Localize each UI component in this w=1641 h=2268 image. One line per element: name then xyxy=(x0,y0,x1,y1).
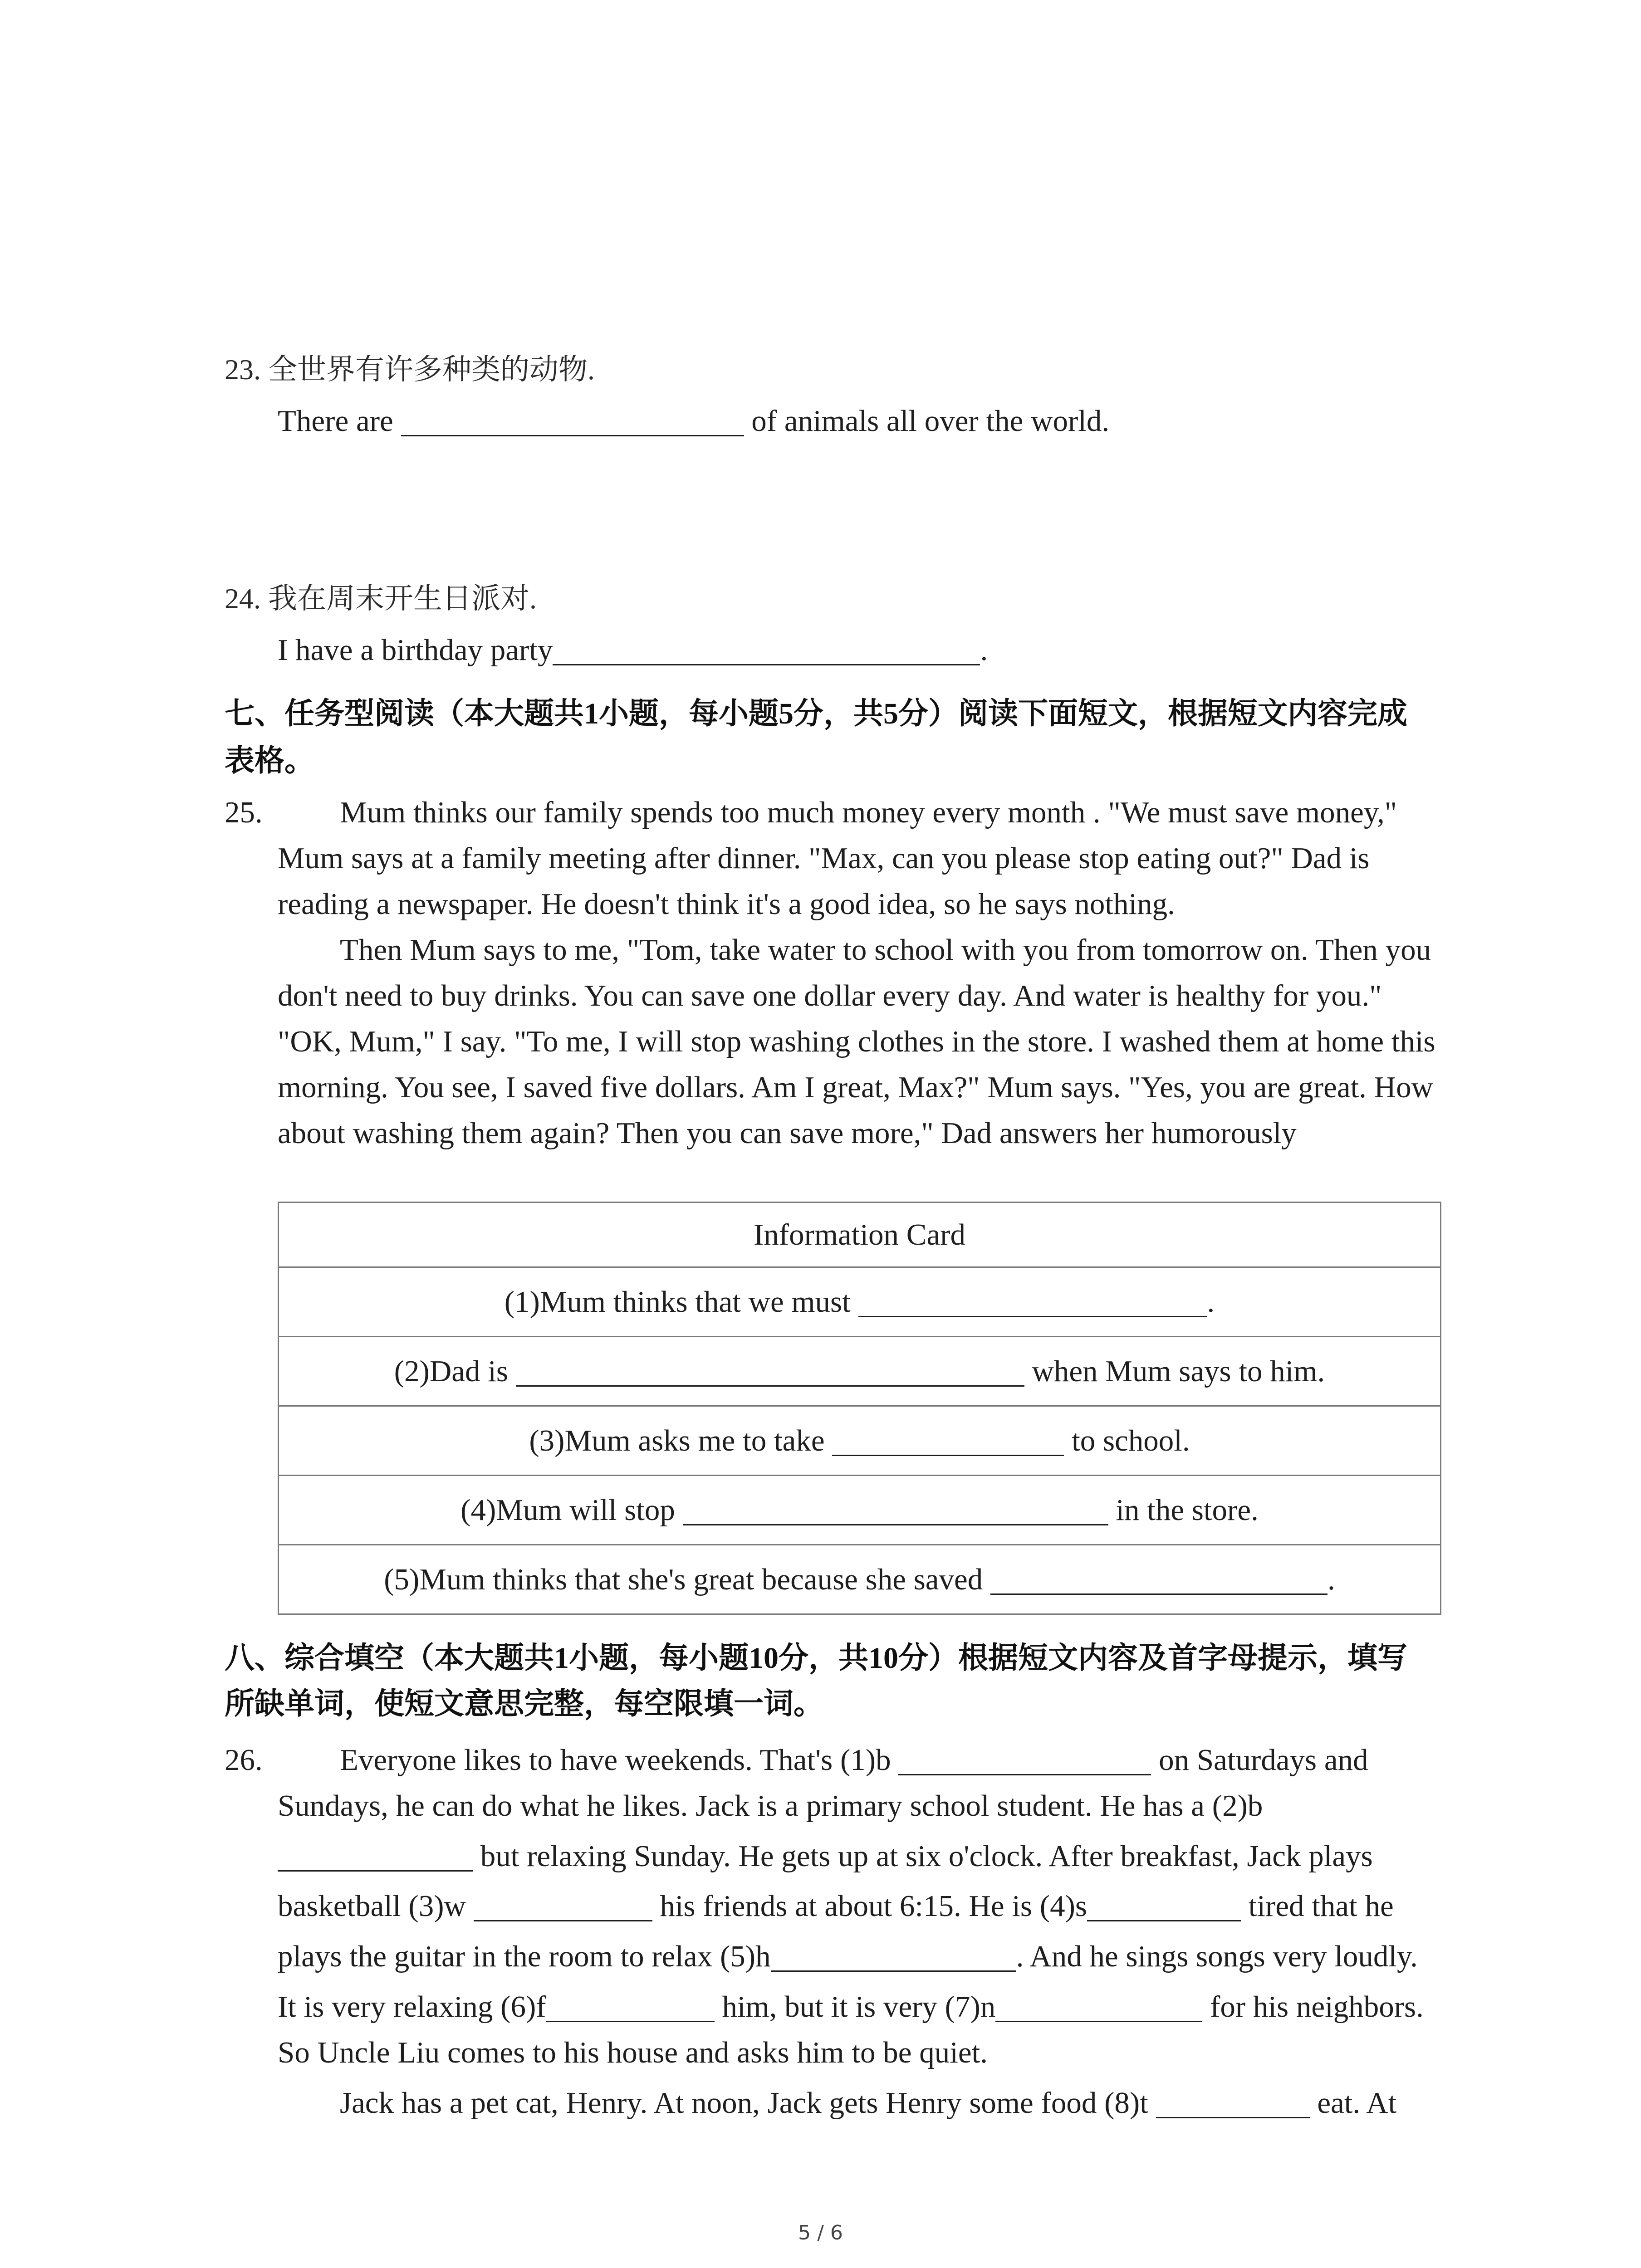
answer-blank xyxy=(683,1515,1108,1525)
page-number: 5 / 6 xyxy=(798,2221,843,2244)
row-text: in the store. xyxy=(1108,1493,1259,1527)
answer-blank xyxy=(401,426,744,436)
row-text: . xyxy=(1207,1285,1215,1319)
answer-blank xyxy=(832,1446,1064,1456)
sentence-text: . xyxy=(980,633,988,667)
passage-line: reading a newspaper. He doesn't think it's a good idea, so he says nothing. xyxy=(278,887,1175,921)
passage-text: So Uncle Liu comes to his house and asks him to be quiet. xyxy=(278,2036,988,2069)
passage-line xyxy=(278,1883,1394,1929)
section-7-heading: 七、任务型阅读（本大题共1小题，每小题5分，共5分）阅读下面短文，根据短文内容完成 xyxy=(225,697,1407,730)
question-number: 25. xyxy=(225,796,263,829)
passage-line: morning. You see, I saved five dollars. Am I great, Max?" Mum says. "Yes, you are great. How xyxy=(278,1070,1433,1104)
row-text: (2)Dad is xyxy=(394,1354,516,1388)
answer-blank xyxy=(278,1861,473,1872)
information-card-row xyxy=(279,1475,1440,1544)
passage-line: Mum thinks our family spends too much money every month . "We must save money," xyxy=(340,796,1397,829)
answer-blank xyxy=(1087,1911,1241,1921)
answer-blank xyxy=(898,1765,1151,1775)
passage-text: . And he sings songs very loudly. xyxy=(1016,1940,1418,1973)
passage-text: on Saturdays and xyxy=(1151,1743,1368,1777)
sentence-text: I have a birthday party xyxy=(278,633,553,667)
answer-blank xyxy=(995,2012,1202,2022)
row-text: (4)Mum will stop xyxy=(460,1493,683,1527)
passage-text: basketball (3)w xyxy=(278,1889,474,1923)
section-7-heading-continued: 表格。 xyxy=(225,744,314,777)
passage-text: Everyone likes to have weekends. That's (1)b xyxy=(340,1743,899,1777)
question-number: 26. xyxy=(225,1743,263,1777)
passage-text: his friends at about 6:15. He is (4)s xyxy=(652,1889,1087,1923)
answer-blank xyxy=(553,655,980,665)
passage-text: for his neighbors. xyxy=(1202,1990,1424,2024)
section-8-heading: 八、综合填空（本大题共1小题，每小题10分，共10分）根据短文内容及首字母提示，填写 xyxy=(225,1642,1407,1675)
sentence-text: of animals all over the world. xyxy=(744,404,1110,438)
question-24-prompt: 24. 我在周末开生日派对. xyxy=(225,582,537,615)
answer-blank xyxy=(474,1911,652,1921)
passage-line xyxy=(278,1934,1418,1980)
row-text: (5)Mum thinks that she's great because she saved xyxy=(384,1563,991,1596)
passage-text: but relaxing Sunday. He gets up at six o'clock. After breakfast, Jack plays xyxy=(473,1839,1373,1873)
passage-text: tired that he xyxy=(1240,1889,1394,1923)
passage-line xyxy=(278,1783,1263,1829)
passage-line xyxy=(278,2030,988,2076)
passage-line xyxy=(278,1833,1373,1879)
passage-line: "OK, Mum," I say. "To me, I will stop washing clothes in the store. I washed them at home this xyxy=(278,1025,1435,1058)
row-text: . xyxy=(1327,1563,1335,1596)
passage-line xyxy=(278,1984,1424,2030)
passage-text: plays the guitar in the room to relax (5)h xyxy=(278,1940,771,1973)
question-23-prompt: 23. 全世界有许多种类的动物. xyxy=(225,353,595,386)
information-card-row xyxy=(279,1544,1440,1613)
information-card-row xyxy=(279,1336,1440,1405)
passage-line: Then Mum says to me, "Tom, take water to school with you from tomorrow on. Then you xyxy=(340,933,1431,967)
passage-line: about washing them again? Then you can save more," Dad answers her humorously xyxy=(278,1116,1297,1150)
answer-blank xyxy=(546,2012,715,2022)
question-24-sentence xyxy=(278,627,988,673)
passage-text: eat. At xyxy=(1309,2086,1397,2120)
answer-blank xyxy=(858,1307,1207,1317)
passage-line xyxy=(340,1737,1368,1783)
information-card-row xyxy=(279,1405,1440,1475)
information-card-table xyxy=(278,1202,1441,1615)
row-text: (1)Mum thinks that we must xyxy=(504,1285,858,1319)
passage-line xyxy=(340,2080,1396,2126)
answer-blank xyxy=(1156,2108,1310,2118)
row-text: when Mum says to him. xyxy=(1024,1354,1325,1388)
sentence-text: There are xyxy=(278,404,401,438)
information-card-title: Information Card xyxy=(753,1218,965,1251)
information-card-row xyxy=(279,1266,1440,1336)
passage-line: Mum says at a family meeting after dinner. "Max, can you please stop eating out?" Dad is xyxy=(278,841,1370,875)
answer-blank xyxy=(771,1961,1016,1972)
row-text: (3)Mum asks me to take xyxy=(529,1424,833,1457)
answer-blank xyxy=(990,1584,1327,1595)
passage-text: Jack has a pet cat, Henry. At noon, Jack gets Henry some food (8)t xyxy=(340,2086,1156,2120)
row-text: to school. xyxy=(1064,1424,1190,1457)
passage-text: Sundays, he can do what he likes. Jack is a primary school student. He has a (2)b xyxy=(278,1789,1263,1823)
passage-text: It is very relaxing (6)f xyxy=(278,1990,546,2024)
section-8-heading-continued: 所缺单词，使短文意思完整，每空限填一词。 xyxy=(225,1687,823,1721)
passage-text: him, but it is very (7)n xyxy=(714,1990,996,2024)
passage-line: don't need to buy drinks. You can save one dollar every day. And water is healthy for you." xyxy=(278,979,1382,1012)
question-23-sentence xyxy=(278,398,1109,444)
answer-blank xyxy=(516,1376,1024,1387)
